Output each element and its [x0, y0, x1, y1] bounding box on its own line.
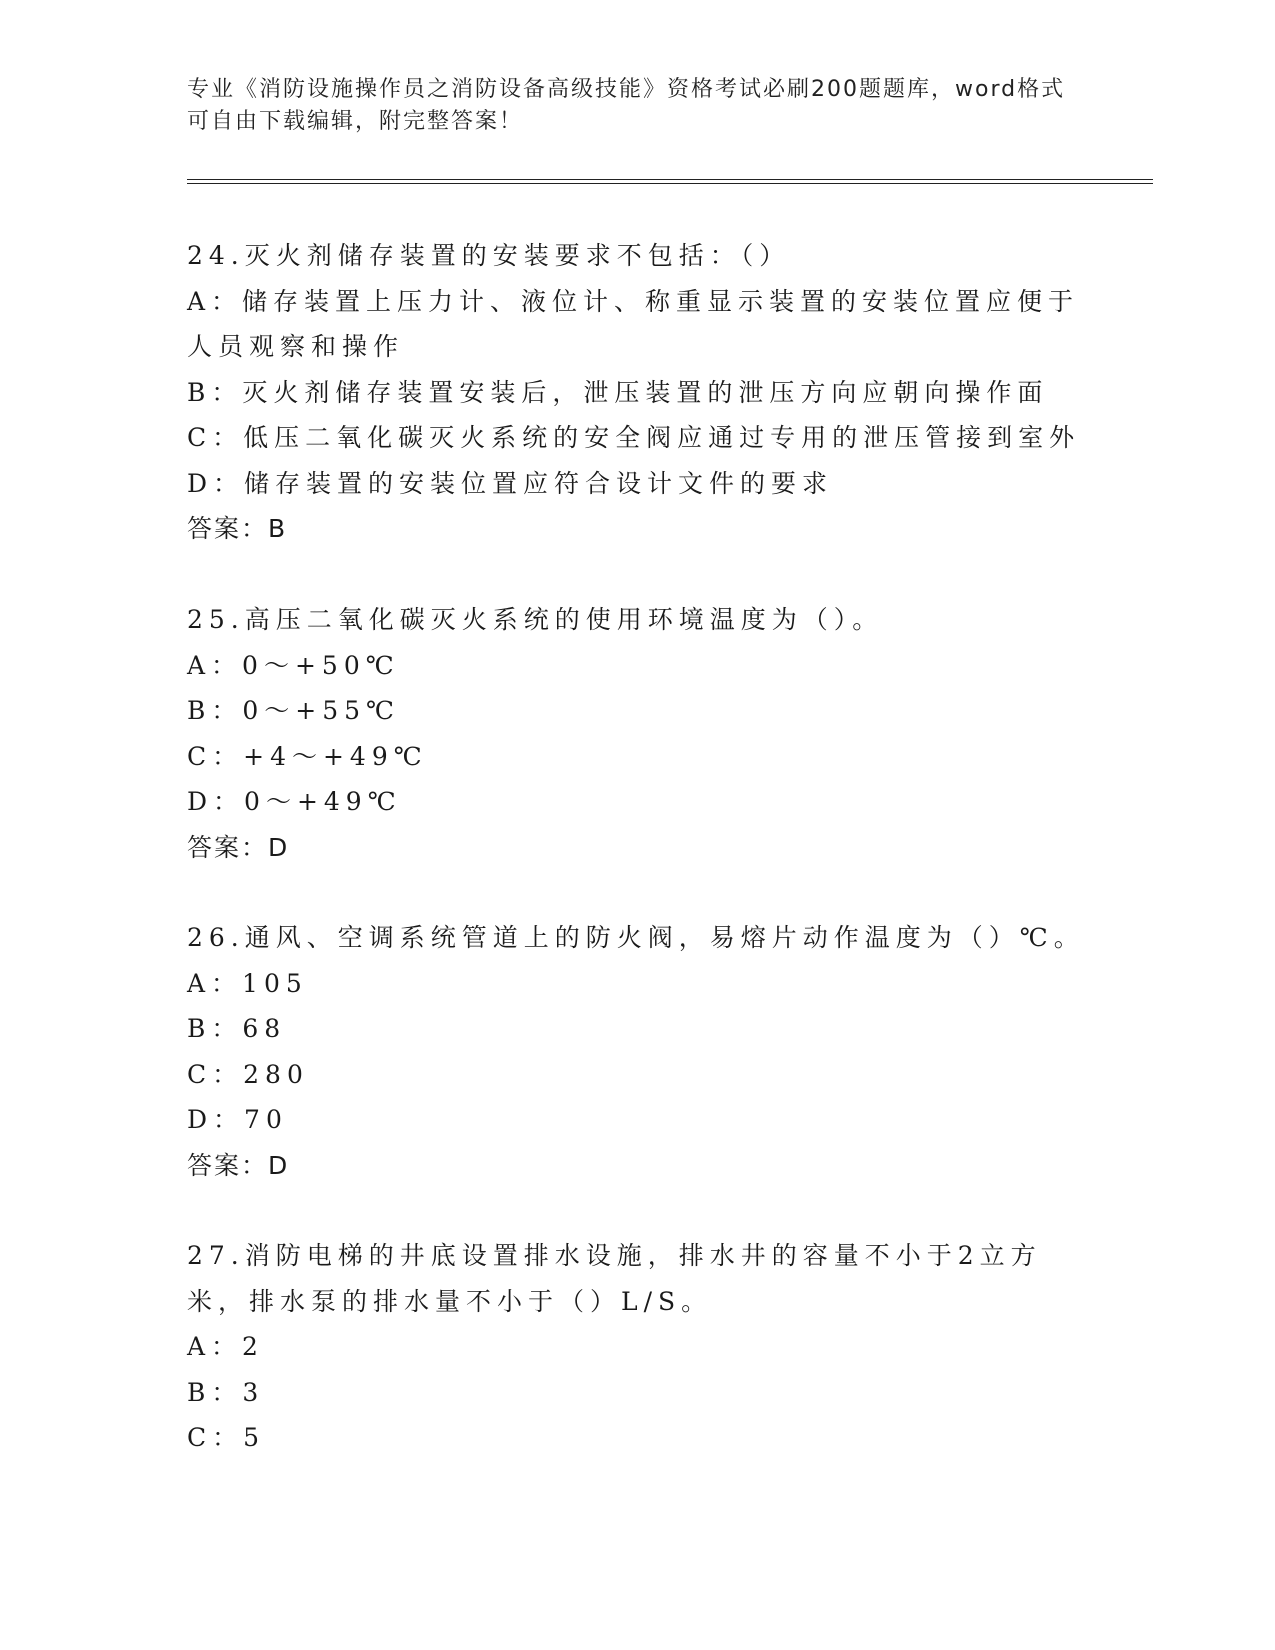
option-b: B：灭火剂储存装置安装后，泄压装置的泄压方向应朝向操作面	[187, 377, 1049, 407]
option-b: B：3	[187, 1377, 265, 1407]
question-stem: 25.高压二氧化碳灭火系统的使用环境温度为（）。	[187, 605, 884, 634]
option-b: B：68	[187, 1014, 287, 1043]
option-a: A：105	[187, 968, 308, 998]
question-26	[187, 915, 1087, 1188]
question-stem: 27.消防电梯的井底设置排水设施，排水井的容量不小于2立方米，排水泵的排水量不小于（）L/S。	[187, 1241, 1042, 1316]
question-25	[187, 597, 1087, 870]
question-27	[187, 1233, 1087, 1461]
header-divider-top	[187, 179, 1153, 180]
option-d: D：储存装置的安装位置应符合设计文件的要求	[187, 468, 834, 498]
header-divider-bottom	[187, 183, 1153, 184]
answer: 答案：B	[187, 514, 288, 543]
option-c: C：+4～+49℃	[187, 741, 428, 771]
answer: 答案：D	[187, 832, 290, 862]
answer: 答案：D	[187, 1150, 290, 1180]
question-24	[187, 233, 1087, 552]
option-c: C：低压二氧化碳灭火系统的安全阀应通过专用的泄压管接到室外	[187, 423, 1081, 452]
option-c: C：5	[187, 1423, 266, 1452]
option-c: C：280	[187, 1059, 309, 1089]
option-a: A：0～+50℃	[187, 650, 400, 680]
option-d: D：70	[187, 1105, 288, 1134]
option-a: A：2	[187, 1332, 264, 1361]
question-stem: 26.通风、空调系统管道上的防火阀，易熔片动作温度为（）℃。	[187, 923, 1085, 952]
question-stem: 24.灭火剂储存装置的安装要求不包括：（）	[187, 241, 791, 270]
option-d: D：0～+49℃	[187, 787, 402, 816]
document-header: 专业《消防设施操作员之消防设备高级技能》资格考试必刷200题题库，word格式可自由下载编辑，附完整答案！	[187, 77, 1066, 134]
option-b: B：0～+55℃	[187, 696, 401, 725]
option-a: A：储存装置上压力计、液位计、称重显示装置的安装位置应便于人员观察和操作	[187, 286, 1080, 361]
